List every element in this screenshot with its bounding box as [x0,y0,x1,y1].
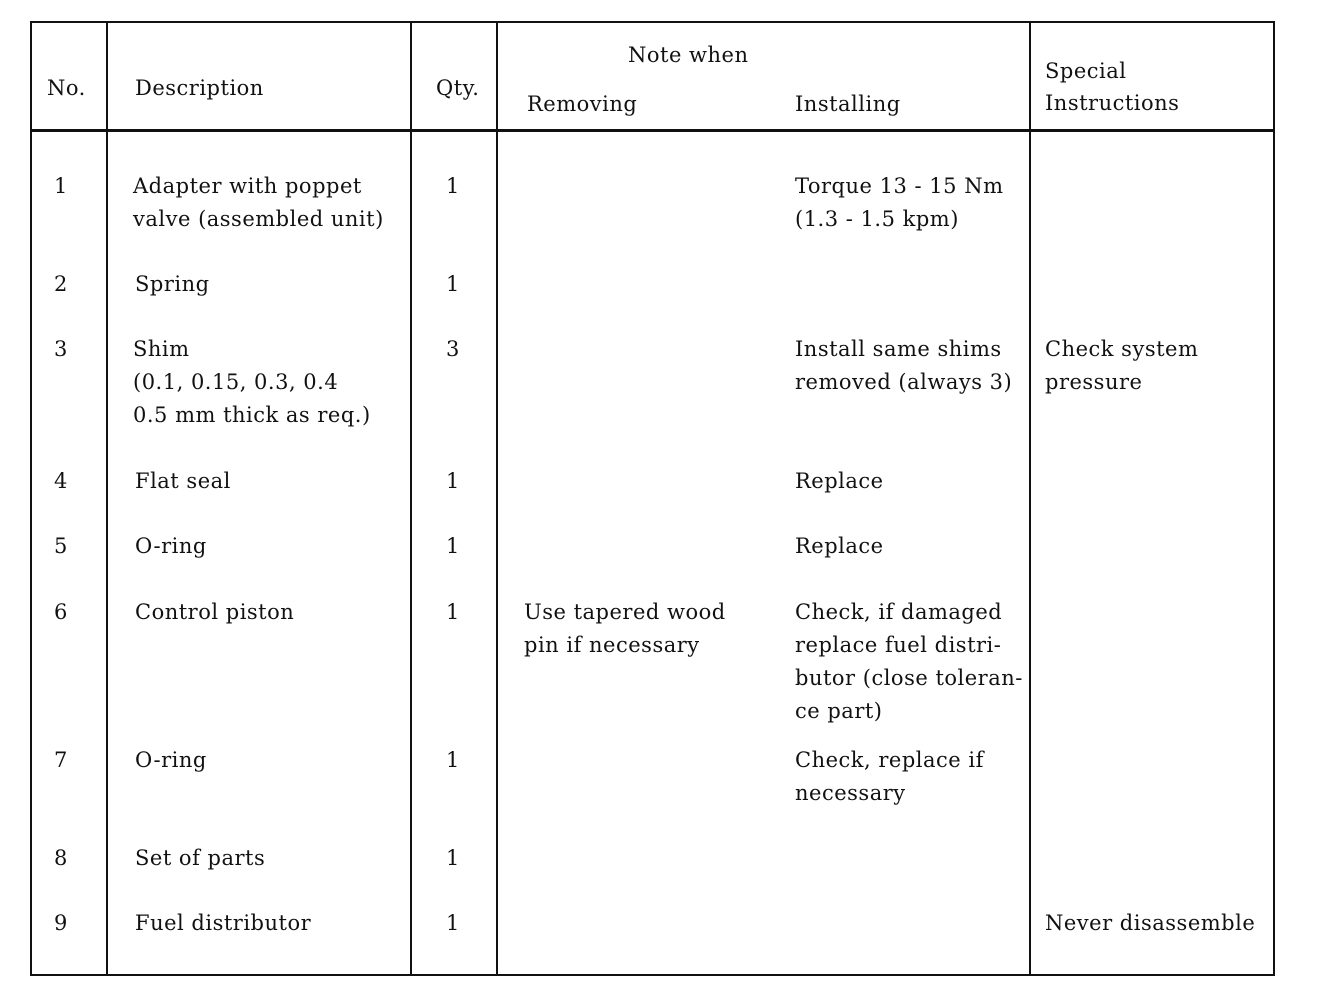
header-divider [30,129,1275,132]
header-special-instructions: Special Instructions [1045,59,1180,115]
row-installing: Torque 13 - 15 Nm (1.3 - 1.5 kpm) [795,174,1004,231]
row-description: O-ring [135,748,207,772]
row-qty: 1 [446,174,460,198]
row-qty: 1 [446,534,460,558]
column-divider-description [410,21,412,976]
row-installing: Check, replace if necessary [795,748,984,805]
row-no: 6 [54,600,68,624]
row-description: Control piston [135,600,295,624]
column-divider-no [106,21,108,976]
row-no: 1 [54,174,68,198]
row-no: 8 [54,846,68,870]
row-removing: Use tapered wood pin if necessary [524,600,726,657]
column-divider-qty [496,21,498,976]
header-note-when: Note when [628,43,749,67]
row-qty: 1 [446,748,460,772]
row-description: Flat seal [135,469,231,493]
row-qty: 1 [446,469,460,493]
row-qty: 1 [446,600,460,624]
row-installing: Check, if damaged replace fuel distri- butor (close toleran- ce part) [795,600,1023,723]
row-no: 5 [54,534,68,558]
row-special: Check system pressure [1045,337,1199,394]
row-description: Spring [135,272,210,296]
row-installing: Replace [795,469,884,493]
header-description: Description [135,76,264,100]
column-divider-note [1029,21,1031,976]
header-no: No. [47,76,86,100]
table-border [30,21,1275,976]
row-description: Set of parts [135,846,266,870]
row-qty: 1 [446,911,460,935]
row-no: 2 [54,272,68,296]
row-description: O-ring [135,534,207,558]
row-installing: Replace [795,534,884,558]
row-qty: 3 [446,337,460,361]
row-no: 7 [54,748,68,772]
header-installing: Installing [795,92,901,116]
row-no: 9 [54,911,68,935]
row-special: Never disassemble [1045,911,1256,935]
header-qty: Qty. [436,76,480,100]
row-no: 4 [54,469,68,493]
row-description: Adapter with poppet valve (assembled unit) [133,174,384,231]
row-qty: 1 [446,272,460,296]
header-removing: Removing [527,92,638,116]
row-description: Shim (0.1, 0.15, 0.3, 0.4 0.5 mm thick as req.) [133,337,371,427]
row-installing: Install same shims removed (always 3) [795,337,1013,394]
row-description: Fuel distributor [135,911,312,935]
row-qty: 1 [446,846,460,870]
row-no: 3 [54,337,68,361]
